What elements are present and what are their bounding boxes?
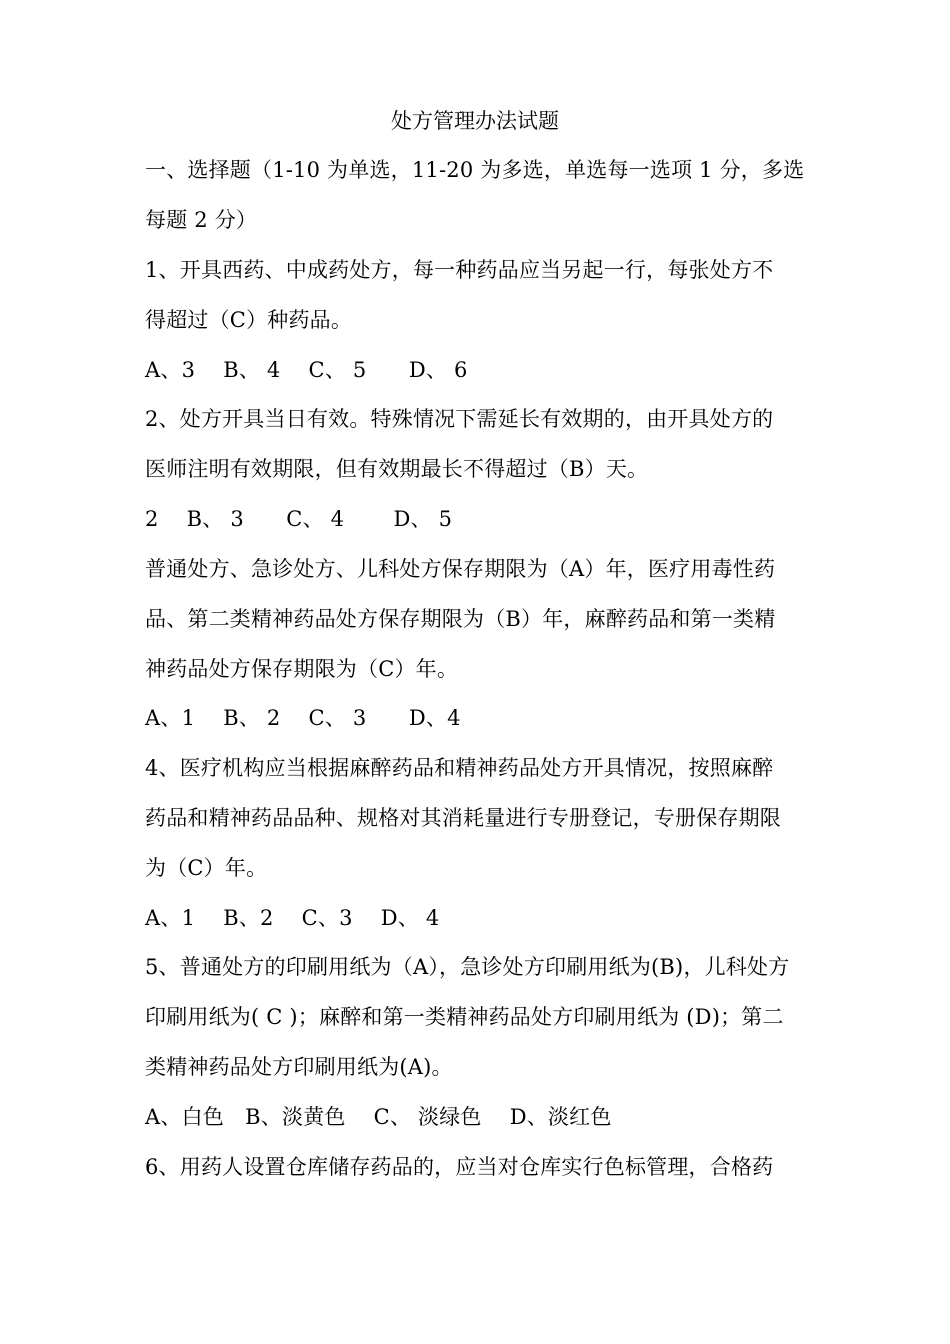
question-2-options: 2 B、 3 C、 4 D、 5: [145, 507, 453, 531]
question-1-line-1: 1、开具西药、中成药处方，每一种药品应当另起一行，每张处方不: [145, 258, 774, 282]
question-1-options: A、3 B、 4 C、 5 D、 6: [145, 358, 468, 382]
question-2-line-2: 医师注明有效期限，但有效期最长不得超过（B）天。: [145, 457, 649, 481]
question-2-line-1: 2、处方开具当日有效。特殊情况下需延长有效期的，由开具处方的: [145, 407, 774, 431]
question-5-line-2: 印刷用纸为( C )；麻醉和第一类精神药品处方印刷用纸为 (D)；第二: [145, 1005, 784, 1029]
question-5-options: A、白色 B、淡黄色 C、 淡绿色 D、淡红色: [145, 1105, 612, 1129]
question-3-line-1: 普通处方、急诊处方、儿科处方保存期限为（A）年，医疗用毒性药: [145, 557, 776, 581]
question-6-line-1: 6、用药人设置仓库储存药品的，应当对仓库实行色标管理，合格药: [145, 1155, 774, 1179]
question-1-line-2: 得超过（C）种药品。: [145, 308, 353, 332]
section-heading-line-2: 每题 2 分）: [145, 208, 258, 232]
question-4-line-3: 为（C）年。: [145, 856, 268, 880]
question-4-line-1: 4、医疗机构应当根据麻醉药品和精神药品处方开具情况，按照麻醉: [145, 756, 774, 780]
document-title: 处方管理办法试题: [391, 109, 559, 133]
question-5-line-1: 5、普通处方的印刷用纸为（A），急诊处方印刷用纸为(B)，儿科处方: [145, 955, 790, 979]
question-3-line-3: 神药品处方保存期限为（C）年。: [145, 657, 459, 681]
section-heading-line-1: 一、选择题（1-10 为单选，11-20 为多选，单选每一选项 1 分，多选: [145, 158, 805, 182]
question-3-options: A、1 B、 2 C、 3 D、4: [145, 706, 461, 730]
question-4-line-2: 药品和精神药品品种、规格对其消耗量进行专册登记，专册保存期限: [145, 806, 781, 830]
question-3-line-2: 品、第二类精神药品处方保存期限为（B）年，麻醉药品和第一类精: [145, 607, 776, 631]
question-5-line-3: 类精神药品处方印刷用纸为(A)。: [145, 1055, 453, 1079]
question-4-options: A、1 B、2 C、3 D、 4: [145, 906, 440, 930]
